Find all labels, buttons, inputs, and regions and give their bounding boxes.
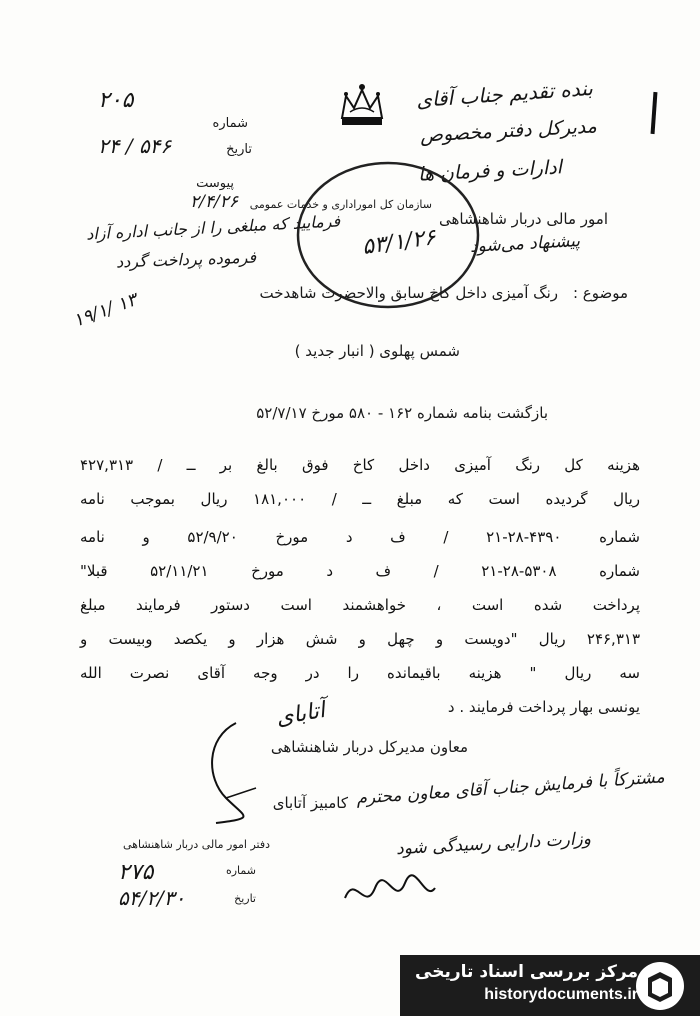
hand-note-3: فرموده پرداخت گردد xyxy=(115,247,257,272)
handwritten-signature: آتابای xyxy=(274,697,327,732)
signature-name: کامبیز آتابای xyxy=(272,794,348,812)
footer-url[interactable]: historydocuments.ir xyxy=(484,986,638,1003)
subject-line-2: شمس پهلوی ( انبار جدید ) xyxy=(294,342,460,360)
body-line: هزینه کل رنگ آمیزی داخل کاخ فوق بالغ بر ــ / ۴۲۷,۳۱۳ xyxy=(80,456,640,474)
recipient-line-2: مدیرکل دفتر مخصوص xyxy=(419,115,598,147)
office-stamp-number-label: شماره xyxy=(225,864,256,877)
recipient-line-5: پیشنهاد می‌شود xyxy=(469,231,581,257)
hand-note-2: فرمایید که مبلغی را از جانب اداره آزاد xyxy=(85,211,341,244)
hand-note-4: ۱۹/۱/ ۱۳ xyxy=(70,289,140,332)
date-value: ۲۴ / ۵۴۶ xyxy=(98,134,172,158)
recipient-line-1: بنده تقدیم جناب آقای xyxy=(415,75,594,113)
crown-emblem-icon xyxy=(338,82,386,128)
subject-label: موضوع : xyxy=(572,284,628,302)
recipient-line-4: امور مالی دربار شاهنشاهی xyxy=(438,210,608,228)
date-label: تاریخ xyxy=(226,142,252,157)
hand-note-1: ۲/۴/۲۶ xyxy=(190,192,238,212)
stamp-date: ۵۳/۱/۲۶ xyxy=(360,224,438,261)
margin-mark xyxy=(651,92,658,134)
body-line: ریال گردیده است که مبلغ ــ / ۱۸۱,۰۰۰ ریال بموجب نامه xyxy=(80,490,640,508)
attachment-label: پیوست xyxy=(196,176,234,191)
body-line: سه ریال " هزینه باقیمانده را در وجه آقای نصرت الله xyxy=(80,664,640,682)
signature-scribble xyxy=(196,718,276,828)
body-line: شماره ۵۳۰۸-۲۸-۲۱ / ف د مورخ ۵۲/۱۱/۲۱ قبلا" xyxy=(80,562,640,580)
office-stamp-number: ۲۷۵ xyxy=(118,860,154,885)
office-stamp-title: دفتر امور مالی دربار شاهنشاهی xyxy=(123,838,270,851)
hand-annotation-line-1: مشترکاً با فرمایش جناب آقای معاون محترم xyxy=(355,767,666,809)
stamp-text: سازمان کل اموراداری و خدمات عمومی xyxy=(249,198,432,211)
subject-text: رنگ آمیزی داخل کاخ سابق والاحضرت شاهدخت xyxy=(259,284,558,302)
recipient-line-3: ادارات و فرمان ها xyxy=(417,156,563,186)
reference-line: بازگشت بنامه شماره ۱۶۲ - ۵۸۰ مورخ ۵۲/۷/۱۷ xyxy=(256,404,548,422)
initials-scribble xyxy=(340,868,440,918)
signature-title: معاون مدیرکل دربار شاهنشاهی xyxy=(270,738,468,756)
footer-title: مرکز بررسی اسناد تاریخی xyxy=(415,962,638,982)
body-line: یونسی بهار پرداخت فرمایند . د xyxy=(447,698,640,716)
number-value: ۲۰۵ xyxy=(98,88,134,113)
hand-annotation-line-2: وزارت دارایی رسیدگی شود xyxy=(395,828,592,860)
office-stamp-date-label: تاریخ xyxy=(234,892,256,905)
archive-logo-icon xyxy=(634,960,686,1012)
body-line: ۲۴۶,۳۱۳ ریال "دویست و چهل و شش هزار و یکصد وبیست و xyxy=(80,630,640,648)
body-line: پرداخت شده است ، خواهشمند است دستور فرمایند مبلغ xyxy=(80,596,640,614)
number-label: شماره xyxy=(212,116,248,131)
body-line: شماره ۴۳۹۰-۲۸-۲۱ / ف د مورخ ۵۲/۹/۲۰ و نامه xyxy=(80,528,640,546)
office-stamp-date: ۵۴/۲/۳۰ xyxy=(118,886,186,910)
